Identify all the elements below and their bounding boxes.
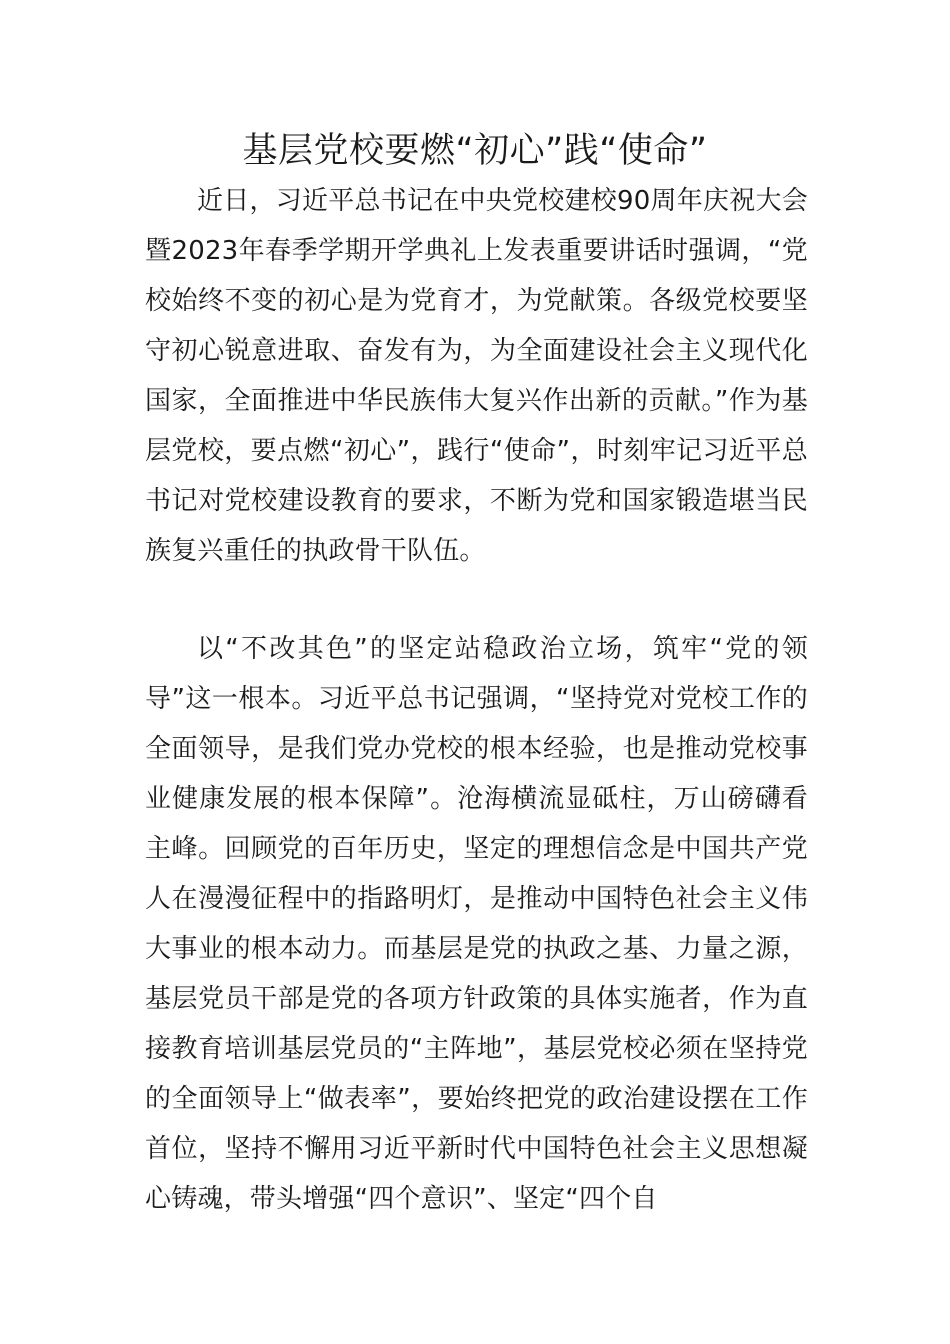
paragraph-intro: 近日，习近平总书记在中央党校建校90周年庆祝大会暨2023年春季学期开学典礼上发表重要讲话时强调，“党校始终不变的初心是为党育才，为党献策。各级党校要坚守初心锐意进取、奋发有为，为全面建设社会主义现代化国家，全面推进中华民族伟大复兴作出新的贡献。”作为基层党校，要点燃“初心”，践行“使命”，时刻牢记习近平总书记对党校建设教育的要求，不断为党和国家锻造堪当民族复兴重任的执政骨干队伍。 (145, 186, 808, 566)
document-title: 基层党校要燃“初心”践“使命” (242, 131, 708, 171)
paragraph-political-stance: 以“不改其色”的坚定站稳政治立场，筑牢“党的领导”这一根本。习近平总书记强调，“坚持党对党校工作的全面领导，是我们党办党校的根本经验，也是推动党校事业健康发展的根本保障”。沧海横流显砥柱，万山磅礴看主峰。回顾党的百年历史，坚定的理想信念是中国共产党人在漫漫征程中的指路明灯，是推动中国特色社会主义伟大事业的根本动力。而基层是党的执政之基、力量之源，基层党员干部是党的各项方针政策的具体实施者，作为直接教育培训基层党员的“主阵地”，基层党校必须在坚持党的全面领导上“做表率”，要始终把党的政治建设摆在工作首位，坚持不懈用习近平新时代中国特色社会主义思想凝心铸魂，带头增强“四个意识”、坚定“四个自 (145, 634, 808, 1214)
